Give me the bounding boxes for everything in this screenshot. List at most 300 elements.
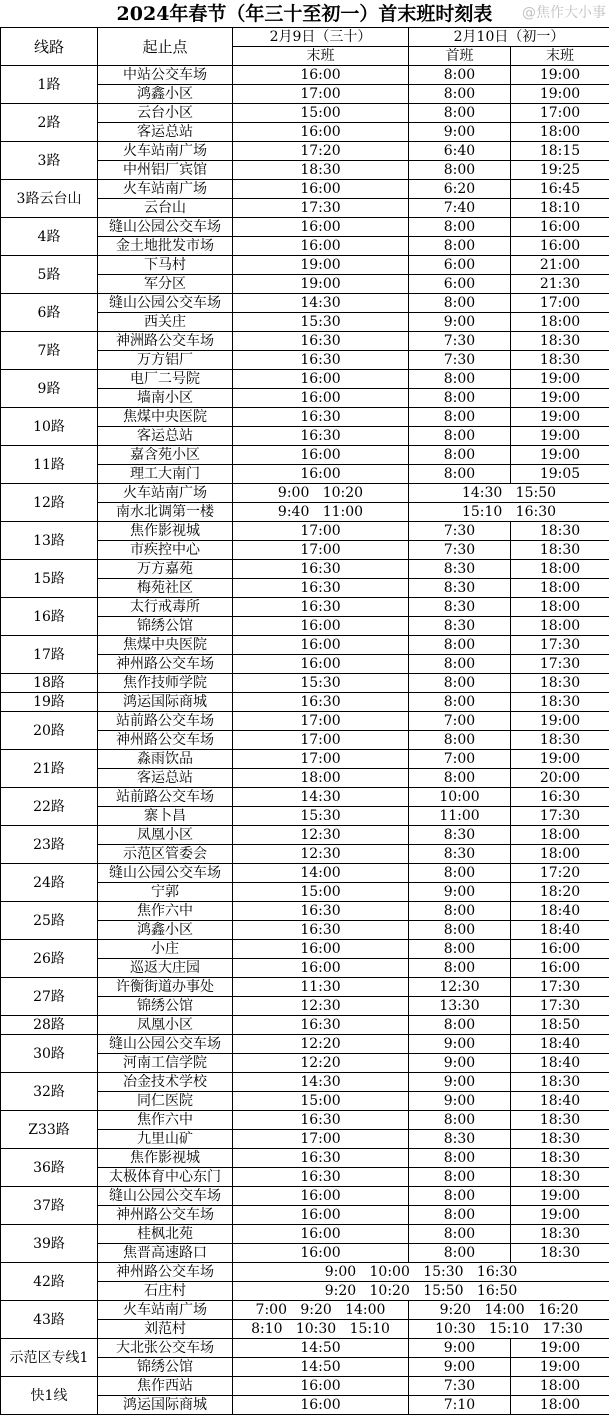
day2-first: 8:00 [409,1016,511,1035]
route-name: 4路 [1,218,98,256]
day2-first: 8:00 [409,731,511,750]
table-row [1,66,609,85]
stop-name: 缝山公园公交车场 [98,294,233,313]
day1-last: 16:00 [233,180,409,199]
day1-last: 17:00 [233,750,409,769]
day1-last: 16:30 [233,1016,409,1035]
route-name: Z33路 [1,1111,98,1149]
day1-last: 16:00 [233,1377,409,1396]
stop-name: 石庄村 [98,1282,233,1301]
stop-name: 焦煤中央医院 [98,636,233,655]
day2-first: 8:00 [409,446,511,465]
day2-last: 18:30 [511,1149,609,1168]
watermark: @焦作大小事 [522,5,606,21]
day2-last: 18:10 [511,199,609,218]
day1-last: 16:00 [233,465,409,484]
route-name: 32路 [1,1073,98,1111]
day2-last: 18:30 [511,693,609,712]
route-name: 13路 [1,522,98,560]
day2-last: 18:30 [511,522,609,541]
day2-first: 8:00 [409,1206,511,1225]
day2-last: 18:40 [511,1092,609,1111]
day2-last: 16:30 [511,788,609,807]
table-row [1,1263,609,1282]
day1-last: 16:00 [233,1225,409,1244]
route-name: 25路 [1,902,98,940]
route-name: 15路 [1,560,98,598]
day2-first: 8:00 [409,769,511,788]
route-name: 10路 [1,408,98,446]
day2-first: 7:30 [409,332,511,351]
day2-last: 18:30 [511,351,609,370]
header-day2-first: 首班 [409,47,511,66]
day1-last: 16:30 [233,598,409,617]
header-day1-last: 末班 [233,47,409,66]
day1-last: 16:30 [233,921,409,940]
day2-first: 9:00 [409,1035,511,1054]
table-row [1,674,609,693]
route-name: 24路 [1,864,98,902]
day2-last: 18:15 [511,142,609,161]
day1-last: 19:00 [233,275,409,294]
stop-name: 神洲路公交车场 [98,332,233,351]
table-row [1,180,609,199]
day2-last: 16:00 [511,218,609,237]
page-title: 2024年春节（年三十至初一）首末班时刻表 [116,3,493,25]
day2-first: 9:00 [409,1092,511,1111]
day2-last: 18:30 [511,1225,609,1244]
stop-name: 鸿运国际商城 [98,1396,233,1415]
route-name: 示范区专线1 [1,1339,98,1377]
stop-name: 九里山矿 [98,1130,233,1149]
day1-last: 14:50 [233,1358,409,1377]
table-row [1,218,609,237]
day2-last: 20:00 [511,769,609,788]
stop-name: 下马村 [98,256,233,275]
day1-last: 18:30 [233,161,409,180]
all-times: 9:20 10:20 15:50 16:50 [233,1282,609,1301]
table-row [1,693,609,712]
day2-first: 11:00 [409,807,511,826]
day2-first: 8:30 [409,826,511,845]
stop-name: 神州路公交车场 [98,655,233,674]
table-row [1,598,609,617]
route-name: 6路 [1,294,98,332]
day2-first: 9:00 [409,123,511,142]
day2-first: 8:30 [409,1130,511,1149]
table-row [1,978,609,997]
day2-first: 9:00 [409,313,511,332]
day2-last: 17:30 [511,636,609,655]
day2-last: 18:00 [511,598,609,617]
day2-first: 9:00 [409,1339,511,1358]
day2-first: 8:00 [409,1111,511,1130]
day2-last: 19:00 [511,370,609,389]
route-name: 37路 [1,1187,98,1225]
day2-last: 18:00 [511,313,609,332]
day1-last: 16:00 [233,959,409,978]
stop-name: 太极体育中心东门 [98,1168,233,1187]
route-name: 21路 [1,750,98,788]
day1-last: 16:00 [233,1244,409,1263]
stop-name: 万方铝厂 [98,351,233,370]
day1-last: 16:00 [233,446,409,465]
table-row [1,256,609,275]
day2-first: 8:30 [409,579,511,598]
stop-name: 焦作六中 [98,1111,233,1130]
day2-first: 8:00 [409,674,511,693]
day2-first: 8:00 [409,218,511,237]
day2-first: 8:00 [409,237,511,256]
day2-last: 17:30 [511,807,609,826]
day2-first: 8:00 [409,294,511,313]
day1-times: 9:40 11:00 [233,503,409,522]
day1-last: 17:20 [233,142,409,161]
route-name: 18路 [1,674,98,693]
day1-last: 16:00 [233,1396,409,1415]
day2-first: 8:00 [409,921,511,940]
day1-last: 17:30 [233,199,409,218]
route-name: 11路 [1,446,98,484]
day2-last: 21:00 [511,256,609,275]
route-name: 2路 [1,104,98,142]
stop-name: 小庄 [98,940,233,959]
stop-name: 客运总站 [98,769,233,788]
day2-first: 9:00 [409,1358,511,1377]
stop-name: 刘范村 [98,1320,233,1339]
day1-last: 15:00 [233,883,409,902]
day2-last: 16:00 [511,959,609,978]
table-row [1,522,609,541]
day2-last: 18:40 [511,921,609,940]
table-row [1,446,609,465]
day2-first: 10:00 [409,788,511,807]
stop-name: 焦作影视城 [98,522,233,541]
day2-first: 8:00 [409,864,511,883]
day2-last: 17:30 [511,997,609,1016]
stop-name: 缝山公园公交车场 [98,1187,233,1206]
route-name: 5路 [1,256,98,294]
day1-last: 16:00 [233,636,409,655]
table-row [1,1149,609,1168]
table-row [1,826,609,845]
stop-name: 军分区 [98,275,233,294]
stop-name: 许衡街道办事处 [98,978,233,997]
day2-first: 6:20 [409,180,511,199]
stop-name: 凤凰小区 [98,1016,233,1035]
day2-last: 18:30 [511,1168,609,1187]
day1-last: 16:30 [233,351,409,370]
stop-name: 焦作六中 [98,902,233,921]
table-row [1,864,609,883]
day2-last: 19:00 [511,1339,609,1358]
table-row [1,370,609,389]
schedule-body [1,66,609,1415]
stop-name: 梅苑社区 [98,579,233,598]
stop-name: 市疾控中心 [98,541,233,560]
day1-last: 16:00 [233,655,409,674]
day2-first: 7:40 [409,199,511,218]
day2-first: 8:00 [409,1225,511,1244]
stop-name: 神州路公交车场 [98,731,233,750]
day1-last: 16:00 [233,66,409,85]
day1-last: 16:30 [233,902,409,921]
day2-last: 17:00 [511,104,609,123]
stop-name: 凤凰小区 [98,826,233,845]
table-row [1,1111,609,1130]
day1-last: 16:30 [233,1168,409,1187]
day1-last: 17:00 [233,85,409,104]
route-name: 快1线 [1,1377,98,1415]
day2-first: 6:00 [409,256,511,275]
day2-times: 10:30 15:10 17:30 [409,1320,609,1339]
day2-first: 9:00 [409,1073,511,1092]
day2-last: 19:00 [511,427,609,446]
day2-first: 8:00 [409,408,511,427]
header-day2: 2月10日（初一） [409,28,609,47]
day1-last: 12:30 [233,845,409,864]
stop-name: 同仁医院 [98,1092,233,1111]
stop-name: 南水北调第一楼 [98,503,233,522]
table-row [1,1187,609,1206]
route-name: 3路 [1,142,98,180]
route-name: 28路 [1,1016,98,1035]
day1-last: 14:50 [233,1339,409,1358]
day2-last: 18:30 [511,731,609,750]
table-row [1,1073,609,1092]
table-row [1,1016,609,1035]
table-row [1,1225,609,1244]
table-row [1,750,609,769]
day1-last: 16:30 [233,427,409,446]
stop-name: 太行戒毒所 [98,598,233,617]
stop-name: 火车站南广场 [98,180,233,199]
day1-last: 15:00 [233,104,409,123]
day2-last: 19:00 [511,66,609,85]
day2-first: 8:00 [409,902,511,921]
day2-last: 18:00 [511,826,609,845]
day2-last: 18:00 [511,1377,609,1396]
day2-first: 8:00 [409,636,511,655]
day2-last: 18:00 [511,845,609,864]
stop-name: 锦绣公馆 [98,1358,233,1377]
header-day2-last: 末班 [511,47,609,66]
route-name: 3路云台山 [1,180,98,218]
table-row [1,1339,609,1358]
route-name: 39路 [1,1225,98,1263]
day2-last: 18:00 [511,617,609,636]
route-name: 12路 [1,484,98,522]
stop-name: 金土地批发市场 [98,237,233,256]
route-name: 19路 [1,693,98,712]
stop-name: 焦晋高速路口 [98,1244,233,1263]
table-row [1,636,609,655]
day2-last: 18:40 [511,1035,609,1054]
day1-last: 16:00 [233,940,409,959]
day2-last: 18:30 [511,1130,609,1149]
table-row [1,940,609,959]
stop-name: 中站公交车场 [98,66,233,85]
all-times: 9:00 10:00 15:30 16:30 [233,1263,609,1282]
stop-name: 冶金技术学校 [98,1073,233,1092]
stop-name: 大北张公交车场 [98,1339,233,1358]
stop-name: 锦绣公馆 [98,997,233,1016]
day1-last: 14:30 [233,1073,409,1092]
day1-last: 15:30 [233,313,409,332]
day2-last: 16:45 [511,180,609,199]
stop-name: 河南工信学院 [98,1054,233,1073]
day1-last: 16:00 [233,123,409,142]
day2-last: 18:30 [511,332,609,351]
stop-name: 客运总站 [98,427,233,446]
stop-name: 鸿鑫小区 [98,85,233,104]
stop-name: 墙南小区 [98,389,233,408]
route-name: 27路 [1,978,98,1016]
day2-last: 19:00 [511,1187,609,1206]
day1-last: 17:00 [233,522,409,541]
table-row [1,712,609,731]
route-name: 9路 [1,370,98,408]
stop-name: 缝山公园公交车场 [98,218,233,237]
day1-last: 11:30 [233,978,409,997]
day2-last: 17:30 [511,978,609,997]
day1-last: 14:30 [233,294,409,313]
route-name: 30路 [1,1035,98,1073]
day2-first: 8:00 [409,161,511,180]
stop-name: 鸿鑫小区 [98,921,233,940]
day1-times: 9:00 10:20 [233,484,409,503]
stop-name: 西关庄 [98,313,233,332]
route-name: 1路 [1,66,98,104]
stop-name: 云台山 [98,199,233,218]
day2-last: 18:30 [511,1073,609,1092]
table-row [1,788,609,807]
day1-last: 17:00 [233,1130,409,1149]
stop-name: 鸿运国际商城 [98,693,233,712]
day2-first: 9:00 [409,1054,511,1073]
stop-name: 神州路公交车场 [98,1206,233,1225]
day1-last: 15:00 [233,1092,409,1111]
day2-first: 6:40 [409,142,511,161]
header-route: 线路 [1,28,98,66]
day2-last: 19:00 [511,408,609,427]
day2-first: 13:30 [409,997,511,1016]
day1-last: 12:20 [233,1035,409,1054]
day2-first: 8:00 [409,389,511,408]
day1-last: 16:00 [233,370,409,389]
route-name: 22路 [1,788,98,826]
day2-first: 8:00 [409,370,511,389]
day2-last: 19:00 [511,1206,609,1225]
day2-first: 8:30 [409,598,511,617]
day1-last: 16:00 [233,389,409,408]
table-row [1,1301,609,1320]
day2-last: 18:50 [511,1016,609,1035]
day2-first: 8:00 [409,66,511,85]
route-name: 16路 [1,598,98,636]
day2-first: 8:00 [409,465,511,484]
day2-first: 7:00 [409,750,511,769]
stop-name: 缝山公园公交车场 [98,1035,233,1054]
day1-last: 12:30 [233,997,409,1016]
day2-last: 18:00 [511,123,609,142]
day1-last: 16:30 [233,579,409,598]
day2-first: 7:30 [409,522,511,541]
day2-first: 8:30 [409,617,511,636]
table-row [1,902,609,921]
day2-first: 7:10 [409,1396,511,1415]
stop-name: 火车站南广场 [98,1301,233,1320]
table-row [1,332,609,351]
day2-last: 18:30 [511,1244,609,1263]
day2-last: 19:00 [511,750,609,769]
stop-name: 理工大南门 [98,465,233,484]
day1-times: 7:00 9:20 14:00 [233,1301,409,1320]
route-name: 20路 [1,712,98,750]
day1-last: 16:00 [233,218,409,237]
day2-last: 18:00 [511,579,609,598]
day2-first: 8:00 [409,655,511,674]
stop-name: 桂枫北苑 [98,1225,233,1244]
day2-first: 8:00 [409,1149,511,1168]
day2-first: 8:00 [409,1168,511,1187]
stop-name: 电厂二号院 [98,370,233,389]
stop-name: 焦煤中央医院 [98,408,233,427]
day2-last: 19:00 [511,85,609,104]
day2-first: 7:00 [409,712,511,731]
table-row [1,408,609,427]
day1-last: 17:00 [233,541,409,560]
day2-first: 8:00 [409,1187,511,1206]
day1-last: 12:30 [233,826,409,845]
route-name: 17路 [1,636,98,674]
stop-name: 万方嘉苑 [98,560,233,579]
day1-last: 16:30 [233,693,409,712]
day2-last: 18:20 [511,883,609,902]
stop-name: 站前路公交车场 [98,712,233,731]
day2-last: 19:00 [511,389,609,408]
stop-name: 淼雨饮品 [98,750,233,769]
stop-name: 中州铝厂宾馆 [98,161,233,180]
day1-last: 18:00 [233,769,409,788]
day2-times: 9:20 14:00 16:20 [409,1301,609,1320]
day2-first: 8:00 [409,427,511,446]
day2-last: 21:30 [511,275,609,294]
day1-last: 16:30 [233,560,409,579]
stop-name: 示范区管委会 [98,845,233,864]
table-row [1,294,609,313]
day2-first: 7:30 [409,351,511,370]
day1-last: 15:30 [233,674,409,693]
route-name: 23路 [1,826,98,864]
day2-last: 19:00 [511,712,609,731]
stop-name: 神州路公交车场 [98,1263,233,1282]
day2-last: 17:30 [511,655,609,674]
day1-last: 17:00 [233,731,409,750]
stop-name: 焦作西站 [98,1377,233,1396]
stop-name: 嘉含苑小区 [98,446,233,465]
route-name: 36路 [1,1149,98,1187]
stop-name: 焦作影视城 [98,1149,233,1168]
day2-last: 19:25 [511,161,609,180]
day1-last: 12:20 [233,1054,409,1073]
day2-first: 8:00 [409,104,511,123]
day1-last: 16:00 [233,237,409,256]
day1-last: 15:30 [233,807,409,826]
route-name: 7路 [1,332,98,370]
day1-last: 16:00 [233,1187,409,1206]
stop-name: 宁郭 [98,883,233,902]
